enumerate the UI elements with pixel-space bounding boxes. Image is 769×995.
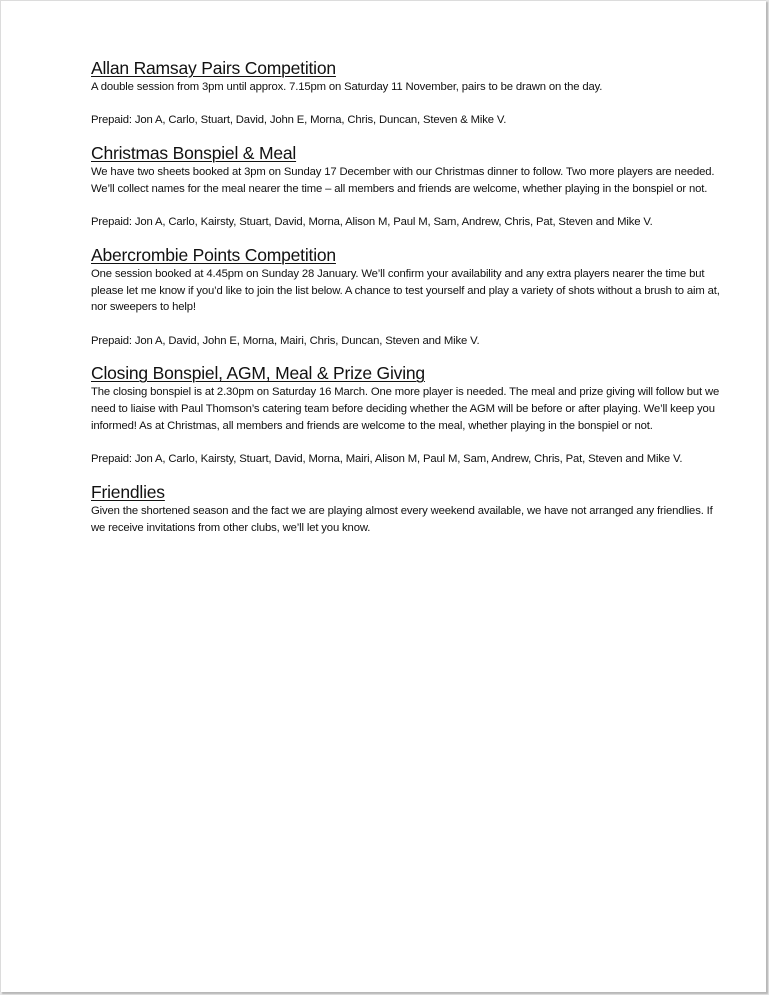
section-friendlies	[91, 481, 721, 536]
document-content	[91, 57, 721, 549]
section-body: The closing bonspiel is at 2.30pm on Saturday 16 March. One more player is needed. The meal and prize giving will follow but we need to liaise with Paul Thomson’s catering team before deciding whether the AGM will be before or after playing. We’ll keep you informed! As at Christmas, all members and friends are welcome to the meal, whether playing in the bonspiel or not.	[91, 386, 720, 432]
section-prepaid: Prepaid: Jon A, Carlo, Stuart, David, John E, Morna, Chris, Duncan, Steven & Mike V.	[91, 114, 507, 127]
section-closing-bonspiel	[91, 362, 721, 468]
section-heading: Closing Bonspiel, AGM, Meal & Prize Giving	[91, 363, 425, 384]
section-heading: Christmas Bonspiel & Meal	[91, 143, 297, 164]
section-heading: Allan Ramsay Pairs Competition	[91, 58, 336, 78]
section-body: One session booked at 4.45pm on Sunday 28 January. We’ll confirm your availability and any extra players nearer the time but please let me know if you’d like to join the list below. A chance to test yourself and play a variety of shots without a brush to aim at, nor sweepers to help!	[91, 267, 720, 314]
section-abercrombie	[91, 244, 721, 350]
section-allan-ramsay	[91, 57, 721, 129]
section-prepaid: Prepaid: Jon A, Carlo, Kairsty, Stuart, David, Morna, Alison M, Paul M, Sam, Andrew, Chris, Pat, Steven and Mike V.	[91, 216, 653, 229]
section-prepaid: Prepaid: Jon A, Carlo, Kairsty, Stuart, David, Morna, Mairi, Alison M, Paul M, Sam, Andrew, Chris, Pat, Steven and Mike V.	[91, 453, 683, 466]
section-body: We have two sheets booked at 3pm on Sunday 17 December with our Christmas dinner to follow. Two more players are needed. We’ll collect names for the meal nearer the time – all members and friends are welcome, whether playing in the bonspiel or not.	[91, 166, 715, 195]
section-body: A double session from 3pm until approx. 7.15pm on Saturday 11 November, pairs to be drawn on the day.	[91, 81, 603, 93]
section-prepaid: Prepaid: Jon A, David, John E, Morna, Mairi, Chris, Duncan, Steven and Mike V.	[91, 334, 480, 347]
section-heading: Friendlies	[91, 481, 165, 502]
section-christmas-bonspiel	[91, 142, 721, 231]
section-heading: Abercrombie Points Competition	[91, 244, 336, 265]
section-body: Given the shortened season and the fact we are playing almost every weekend available, we have not arranged any friendlies. If we receive invitations from other clubs, we’ll let you know.	[91, 504, 713, 534]
